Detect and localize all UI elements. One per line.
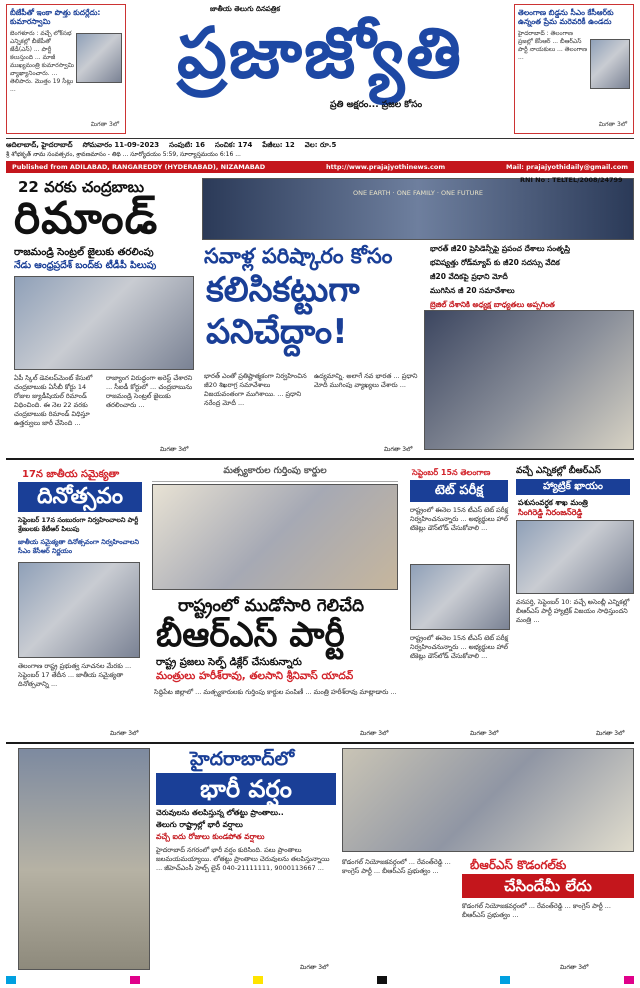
g20-right-line4: ముగిసిన జీ 20 సమావేశాలు <box>430 286 515 295</box>
right-ear-box <box>514 4 634 134</box>
tet-headline-box <box>410 480 508 502</box>
brs-photo <box>152 484 398 590</box>
brs-sub: రాష్ట్ర ప్రజలు సెల్ఫ్ డిక్లేర్ చేసుకున్నారు <box>156 657 302 668</box>
dateline-price: వెల: రూ.5 <box>304 141 337 149</box>
unity-photo-ktr <box>18 562 140 658</box>
g20-headline-3: పనిచేద్దాం! <box>206 312 348 352</box>
tet-photo <box>410 564 510 630</box>
unity-sub: సెప్టెంబర్ 17న సంబురంగా నిర్వహించాలని పార్టీ శ్రేణులకు కేటీఆర్ పిలుపు <box>18 516 139 533</box>
masthead-tagline-top: జాతీయ తెలుగు దినపత్రిక <box>210 5 280 13</box>
election-photo <box>516 520 634 594</box>
left-ear-more[interactable]: మిగతా 3లో <box>90 121 119 128</box>
right-ear-photo <box>590 39 630 89</box>
kodangal-headline-1: బీఆర్ఎస్ కొడంగల్‌కు <box>470 858 567 872</box>
right-ear-headline: తెలంగాణ బిడ్డను సీఎం కేసీఆర్‌కు ఉన్నంత ప్రేమ మరెవరికీ ఉండదు <box>518 8 614 26</box>
publisher-mail[interactable]: Mail: prajajyothidaily@gmail.com <box>505 163 628 171</box>
unity-kicker: 17న జాతీయ సమైక్యతా <box>22 469 120 480</box>
election-headline-2[interactable]: హ్యాట్రిక్ ఖాయం <box>542 481 604 492</box>
g20-right-line1: భారత్ జీ20 ప్రెసిడెన్సీపై ప్రపంచ దేశాలు సంతృప్తి <box>430 244 571 253</box>
left-ear-box <box>6 4 126 134</box>
g20-headline-1: సవాళ్ల పరిష్కారం కోసం <box>204 244 393 268</box>
remand-kicker: 22 వరకు చంద్రబాబు <box>18 178 145 196</box>
dateline <box>6 138 634 151</box>
tet-text-2: రాష్ట్రంలో ఈనెల 15న టీఎస్ టెట్ పరీక్ష నిర్వహించనున్నారు ... అభ్యర్థులు హాల్ టికెట్లు డౌన్‌లోడ్ చేసుకోవాలి ... <box>410 634 509 660</box>
brs-banner <box>152 466 398 482</box>
reg-mark-magenta <box>130 976 140 984</box>
rain-photo <box>18 748 150 970</box>
g20-headline-2[interactable]: కలిసికట్టుగా <box>206 270 360 310</box>
rain-sub3: వచ్చే ఐదు రోజులు కుండపోత వర్షాలు <box>156 832 265 841</box>
g20-right-line5: బ్రెజిల్ దేశానికి అధ్యక్ష బాధ్యతలు అప్పగింత <box>430 300 555 309</box>
g20-col2: ఉద్యమాన్ని. అలాగే నవ భారత ... ప్రధాని మోదీ ముగింపు వ్యాఖ్యలు చేశారు ... <box>314 372 418 389</box>
panchang-line: శ్రీ శోభకృత్ నామ సంవత్సరం, శ్రావణమాసం - తిథి ... సూర్యోదయం 5:59, సూర్యాస్తమయం 6:16 ... <box>6 151 241 158</box>
rain-headline-box <box>156 773 336 805</box>
remand-col1: ఏపీ స్కిల్ డెవలప్‌మెంట్ కేసులో చంద్రబాబుకు ఏసీబీ కోర్టు 14 రోజుల జ్యుడీషియల్ రిమాండ్ విధించింది. ఈ నెల 22 వరకు చంద్రబాబుకు రిమాండ్ విధిస్తూ ఉత్తర్వులు జారీ చేసింది ... <box>14 374 93 427</box>
unity-headline[interactable]: దినోత్సవం <box>37 484 123 509</box>
kodangal-more[interactable]: మిగతా 3లో <box>560 964 589 971</box>
left-ear-text: బెంగళూరు : వచ్చే లోక్‌సభ ఎన్నికల్లో బీజేపీతో జేడీ(ఎస్) ... పార్టీ కలుస్తుంది ... మాజీ ముఖ్యమంత్రి కుమారస్వామి వ్యాఖ్యానించారు. ... తెలిపారు. మొత్తం 19 సీట్లు ... <box>10 30 74 93</box>
brs-more[interactable]: మిగతా 3లో <box>360 730 389 737</box>
g20-banner-photo <box>202 178 634 240</box>
rni-number: RNI No : TELTEL/2008/24799 <box>520 176 623 184</box>
brs-headline[interactable]: బీఆర్ఎస్ పార్టీ <box>156 615 345 655</box>
left-ear-headline: బీజేపీతో ఇంకా పొత్తు కుదర్లేదు: కుమారస్వామి <box>10 8 122 26</box>
g20-col1: భారత్ ఎంతో ప్రతిష్టాత్మకంగా నిర్వహించిన జీ20 శిఖరాగ్ర సమావేశాలు విజయవంతంగా ముగిశాయి. ... ప్రధాని నరేంద్ర మోదీ ... <box>204 372 307 407</box>
g20-right-line2: భవిష్యత్తు రోడ్‌మ్యాప్ కు జీ20 సదస్సు వేదిక <box>430 258 560 267</box>
unity-headline-box <box>18 482 142 512</box>
rain-headline[interactable]: భారీ వర్షం <box>200 775 292 803</box>
kodangal-photo <box>342 748 634 852</box>
publisher-website[interactable]: http://www.prajajyothinews.com <box>325 163 446 171</box>
divider-mid <box>6 458 634 460</box>
rain-more[interactable]: మిగతా 3లో <box>300 964 329 971</box>
tet-kicker: సెప్టెంబర్ 15న తెలంగాణ <box>412 468 491 477</box>
election-headline-1: వచ్చే ఎన్నికల్లో బీఆర్ఎస్ <box>516 466 601 476</box>
g20-banner-text: ONE EARTH · ONE FAMILY · ONE FUTURE <box>353 189 483 197</box>
publisher-left: Published from ADILABAD, RANGAREDDY (HYDERABAD), NIZAMABAD <box>12 163 266 171</box>
color-registration-strip <box>6 976 634 984</box>
publisher-strip <box>6 161 634 173</box>
reg-mark-yellow <box>253 976 263 984</box>
reg-mark-cyan <box>6 976 16 984</box>
masthead-tagline: ప్రతి అక్షరం... ప్రజల కోసం <box>330 100 423 110</box>
rain-text: హైదరాబాద్ నగరంలో భారీ వర్షం కురిసింది. పలు ప్రాంతాలు జలమయమయ్యాయి. లోతట్టు ప్రాంతాలు చెరువులను తలపిస్తున్నాయి ... జీహెచ్ఎంసీ హెల్ప్ లైన్ 040-21111111, 9000113667 ... <box>156 846 330 872</box>
election-headline-box <box>516 479 630 495</box>
unity-more[interactable]: మిగతా 3లో <box>110 730 139 737</box>
election-more[interactable]: మిగతా 3లో <box>596 730 625 737</box>
remand-sub-red: నేడు ఆంధ్రప్రదేశ్ బంద్‌కు టీడీపీ పిలుపు <box>14 260 157 271</box>
remand-photo <box>14 276 194 370</box>
election-text: వనపర్తి, సెప్టెంబర్ 10: వచ్చే అసెంబ్లీ ఎన్నికల్లో బీఆర్ఎస్ పార్టీ హ్యాట్రిక్ విజయం సాధిస్తుందని మంత్రి ... <box>516 598 630 624</box>
remand-sub: రాజమండ్రి సెంట్రల్ జైలుకు తరలింపు <box>14 247 154 258</box>
unity-text: తెలంగాణ రాష్ట్ర ప్రభుత్వ సూచనల మేరకు ... సెప్టెంబర్ 17 తేదీన ... జాతీయ సమైక్యతా దినోత్సవాన్ని ... <box>18 662 132 688</box>
brs-banner-text: మత్స్యకారుల గుర్తింపు కార్డుల <box>223 466 327 476</box>
g20-right-line3: జీ20 వేదికపై ప్రధాని మోదీ <box>430 272 508 281</box>
kodangal-headline-box <box>462 874 634 898</box>
kodangal-text-2: కొడంగల్ నియోజకవర్గంలో ... రేవంత్‌రెడ్డి ... కాంగ్రెస్ పార్టీ ... బీఆర్ఎస్ ప్రభుత్వం ... <box>462 902 611 919</box>
brs-text: సిద్దిపేట జిల్లాలో ... మత్స్యకారులకు గుర్తింపు కార్డుల పంపిణీ ... మంత్రి హరీశ్‌రావు మాట్లాడారు ... <box>154 688 397 696</box>
g20-photo-modi-lula <box>424 310 634 450</box>
left-ear-photo <box>76 33 122 83</box>
election-sub: పశుసంవర్ధక శాఖ మంత్రి <box>518 498 588 507</box>
kodangal-headline-2[interactable]: చేసిందేమీ లేదు <box>504 877 592 895</box>
dateline-pages: పేజీలు: 12 <box>262 141 295 149</box>
right-ear-more[interactable]: మిగతా 3లో <box>598 121 627 128</box>
rain-kicker: హైదరాబాద్‌లో <box>190 748 295 770</box>
dateline-date: సోమవారం 11-09-2023 <box>82 141 160 149</box>
reg-mark-magenta-2 <box>624 976 634 984</box>
rain-sub2: తెలుగు రాష్ట్రాల్లో భారీ వర్షాలు <box>156 820 243 829</box>
divider-lower <box>6 742 634 744</box>
dateline-volume: సంపుటి: 16 <box>169 141 205 149</box>
g20-right-deck <box>430 244 634 311</box>
rain-sub: చెరువులను తలపిస్తున్న లోతట్టు ప్రాంతాలు.. <box>156 808 284 817</box>
brs-kicker: రాష్ట్రంలో ముడోసారి గెలిచేది <box>178 596 365 616</box>
dateline-issue: సంచిక: 174 <box>215 141 253 149</box>
brs-sub2: మంత్రులు హరీశ్‌రావు, తలసాని శ్రీనివాస్ యాదవ్ <box>156 670 354 682</box>
reg-mark-cyan-2 <box>500 976 510 984</box>
g20-more[interactable]: మిగతా 3లో <box>384 446 413 453</box>
remand-col2: రాజ్యాంగ విరుద్ధంగా అరెస్ట్ చేశారని ... సీఐడీ కోర్టులో ... చంద్రబాబును రాజమండ్రి సెంట్రల్ జైలుకు తరలించారు ... <box>106 374 193 409</box>
dateline-city: ఆదిలాబాద్, హైదరాబాద్ <box>6 141 73 149</box>
kodangal-text: కొడంగల్ నియోజకవర్గంలో ... రేవంత్‌రెడ్డి ... కాంగ్రెస్ పార్టీ ... బీఆర్ఎస్ ప్రభుత్వం ... <box>342 858 451 875</box>
tet-text: రాష్ట్రంలో ఈనెల 15న టీఎస్ టెట్ పరీక్ష నిర్వహించనున్నారు ... అభ్యర్థులు హాల్ టికెట్లు డౌన్‌లోడ్ చేసుకోవాలి ... <box>410 506 509 532</box>
tet-headline[interactable]: టెట్ పరీక్ష <box>434 483 484 498</box>
election-sub2: సింగిరెడ్డి నిరంజన్‌రెడ్డి <box>518 508 583 517</box>
remand-headline[interactable]: రిమాండ్ <box>14 193 159 244</box>
remand-more[interactable]: మిగతా 3లో <box>160 446 189 453</box>
unity-sub-red: జాతీయ సమైక్యతా దినోత్సవంగా నిర్వహించాలని సీఎం కేసీఆర్ నిర్ణయం <box>18 538 139 555</box>
tet-more[interactable]: మిగతా 3లో <box>470 730 499 737</box>
reg-mark-black <box>377 976 387 984</box>
right-ear-text: హైదరాబాద్ : తెలంగాణ ప్రజల్లో కేసీఆర్ ... బీఆర్‌ఎస్ పార్టీ నాయకులు ... తెలంగాణ ... <box>518 30 588 61</box>
masthead-title[interactable]: ప్రజాజ్యోతి <box>177 11 463 94</box>
